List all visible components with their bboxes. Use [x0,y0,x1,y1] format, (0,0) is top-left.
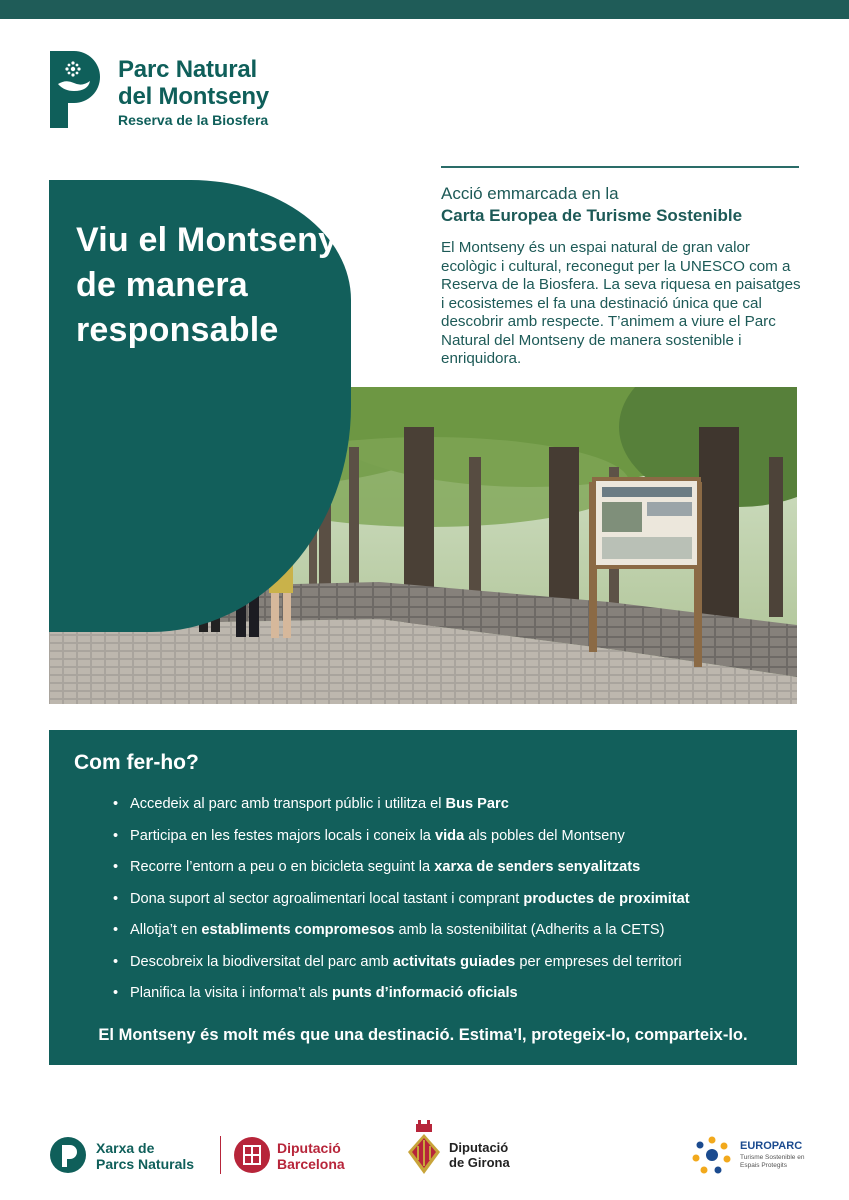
park-logo-wordmark [118,56,269,128]
list-item: • Allotja’t en establiments compromesos amb la sostenibilitat (Adherits a la CETS) [113,921,783,953]
how-to-section [49,730,797,1065]
parc-natural-logo-icon [50,51,102,128]
europarc-stars-icon [691,1134,733,1176]
how-to-list [113,795,783,1016]
list-item: • Planifica la visita i informa’t als punts d’informació oficials [113,984,783,1016]
europarc-subtitle: Turisme Sostenible en Espais Protegits [740,1154,805,1169]
diputacio-girona-wordmark: Diputació de Girona [449,1140,510,1170]
intro-eyebrow: Acció emmarcada en la [441,184,619,203]
xarxa-parcs-wordmark: Xarxa de Parcs Naturals [96,1140,195,1172]
top-bar [0,0,849,19]
diputacio-girona-crest-icon [406,1120,442,1176]
footer-divider [220,1136,221,1174]
europarc-wordmark: EUROPARC [740,1140,803,1152]
hero-title: Viu el Montseny de manera responsable [76,221,338,349]
list-item: • Descobreix la biodiversitat del parc amb activitats guiades per empreses del territori [113,953,783,985]
xarxa-parcs-logo-icon [50,1137,86,1173]
closing-statement: El Montseny és molt més que una destinació. Estima’l, protegeix-lo, comparteix-lo. [98,1026,748,1044]
logo-subtitle: Reserva de la Biosfera [118,112,269,128]
list-item: • Participa en les festes majors locals i coneix la vida als pobles del Montseny [113,827,783,859]
how-to-title: Com fer-ho? [74,751,199,774]
intro-body: El Montseny és un espai natural de gran valor ecològic i cultural, reconegut per la UNESCO com a Reserva de la Biosfera. La seva riquesa en paisatges i ecosistemes el fa una destinació única que cal descobrir amb respecte. T’animem a viure el Parc Natural del Montseny de manera sostenible i enriquidora. [441,239,801,367]
list-item: • Dona suport al sector agroalimentari local tastant i comprant productes de proximitat [113,890,783,922]
list-item: • Accedeix al parc amb transport públic i utilitza el Bus Parc [113,795,783,827]
list-item: • Recorre l’entorn a peu o en bicicleta seguint la xarxa de senders senyalitzats [113,858,783,890]
footer-logos [0,1120,849,1180]
logo-title-line1: Parc Natural [118,56,257,83]
intro-heading: Carta Europea de Turisme Sostenible [441,206,743,225]
logo-title-line2: del Montseny [118,83,269,110]
diputacio-barcelona-logo-icon [234,1137,270,1173]
diputacio-barcelona-wordmark: Diputació Barcelona [277,1140,345,1172]
intro-divider [441,166,799,168]
